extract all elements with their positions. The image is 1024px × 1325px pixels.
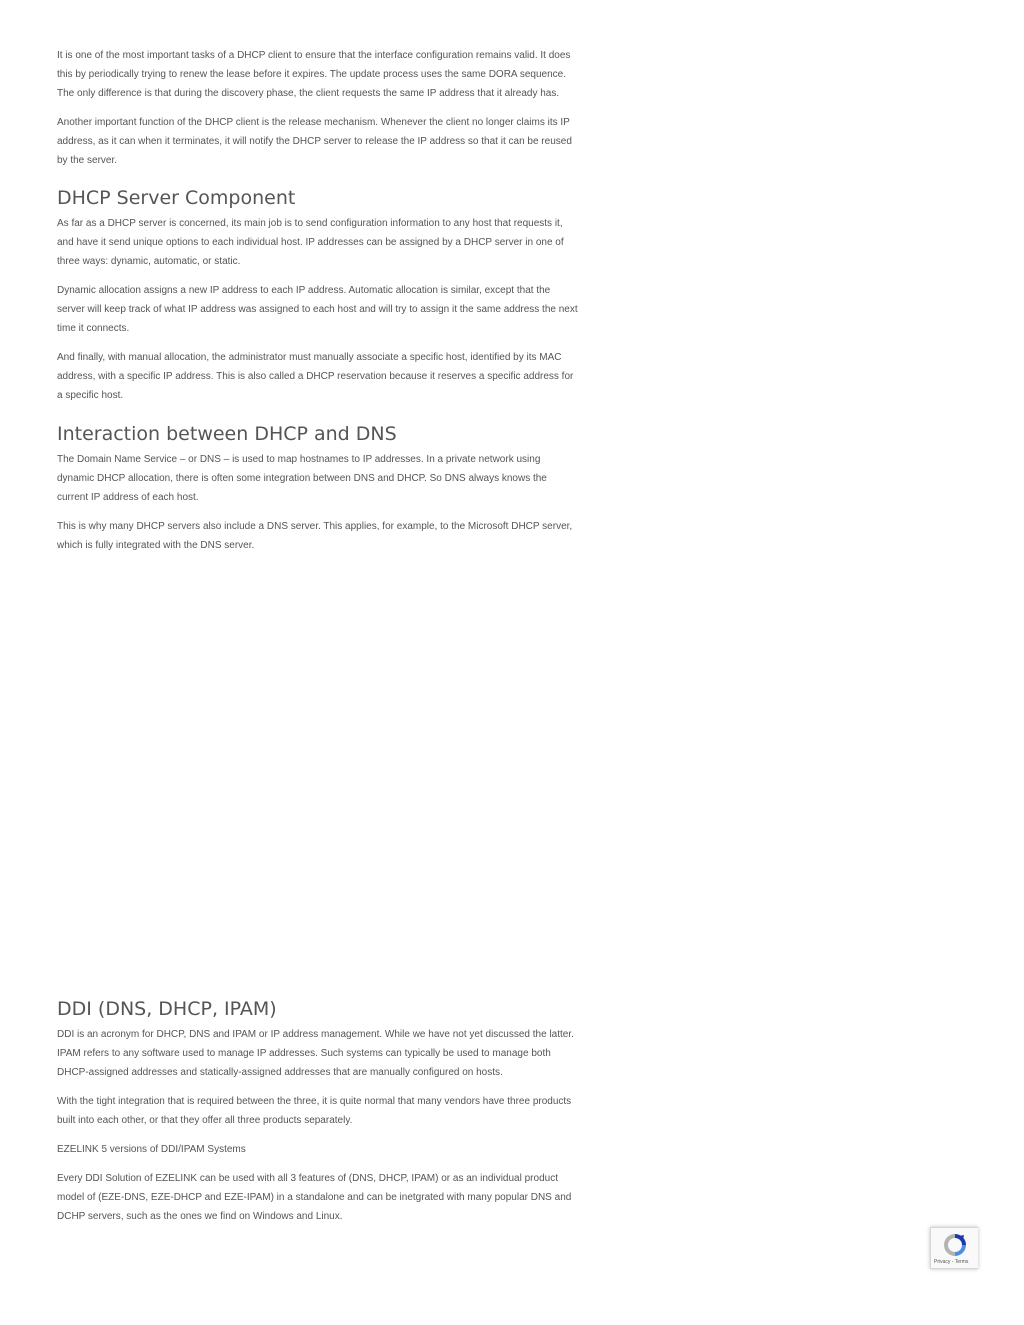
- article-paragraph: It is one of the most important tasks of a DHCP client to ensure that the interface configuration remains valid. It does this by periodically trying to renew the lease before it expires. The update process uses the same DORA sequence. The only difference is that during the discovery phase, the client requests the same IP address that it already has.: [57, 50, 571, 99]
- recaptcha-privacy-terms-link[interactable]: Privacy - Terms: [934, 1259, 969, 1265]
- article-paragraph: As far as a DHCP server is concerned, its main job is to send configuration information to any host that requests it, and have it send unique options to each individual host. IP addresses can be assigned by a DHCP server in one of three ways: dynamic, automatic, or static.: [57, 218, 564, 267]
- article-paragraph: DDI is an acronym for DHCP, DNS and IPAM or IP address management. While we have not yet discussed the latter. IPAM refers to any software used to manage IP addresses. Such systems can typically be used to manage both DHCP-assigned addresses and statically-assigned addresses that are manually configured on hosts.: [57, 1029, 574, 1078]
- recaptcha-icon: [942, 1232, 968, 1258]
- article-paragraph: Dynamic allocation assigns a new IP address to each IP address. Automatic allocation is similar, except that the server will keep track of what IP address was assigned to each host and will try to assign it the same address the next time it connects.: [57, 285, 578, 334]
- section-heading-ddi: DDI (DNS, DHCP, IPAM): [57, 998, 277, 1020]
- article-paragraph: Another important function of the DHCP client is the release mechanism. Whenever the client no longer claims its IP address, as it can when it terminates, it will notify the DHCP server to release the IP address so that it can be reused by the server.: [57, 117, 572, 166]
- article-paragraph: This is why many DHCP servers also include a DNS server. This applies, for example, to the Microsoft DHCP server, which is fully integrated with the DNS server.: [57, 521, 573, 551]
- article-paragraph: EZELINK 5 versions of DDI/IPAM Systems: [57, 1144, 246, 1155]
- embedded-content-area: [57, 565, 579, 997]
- article-paragraph: The Domain Name Service – or DNS – is used to map hostnames to IP addresses. In a private network using dynamic DHCP allocation, there is often some integration between DNS and DHCP. So DNS always knows the current IP address of each host.: [57, 454, 547, 503]
- article-paragraph: Every DDI Solution of EZELINK can be used with all 3 features of (DNS, DHCP, IPAM) or as an individual product model of (EZE-DNS, EZE-DHCP and EZE-IPAM) in a standalone and can be inetgrated with many popular DNS and DCHP servers, such as the ones we find on Windows and Linux.: [57, 1173, 572, 1222]
- article-paragraph: With the tight integration that is required between the three, it is quite normal that many vendors have three products built into each other, or that they offer all three products separately.: [57, 1096, 572, 1126]
- article-content: [57, 46, 579, 1236]
- recaptcha-badge[interactable]: [930, 1227, 978, 1269]
- section-heading-dhcp-dns-interaction: Interaction between DHCP and DNS: [57, 423, 397, 445]
- article-paragraph: And finally, with manual allocation, the administrator must manually associate a specific host, identified by its MAC address, with a specific IP address. This is also called a DHCP reservation because it reserves a specific address for a specific host.: [57, 352, 574, 401]
- section-heading-dhcp-server-component: DHCP Server Component: [57, 187, 296, 209]
